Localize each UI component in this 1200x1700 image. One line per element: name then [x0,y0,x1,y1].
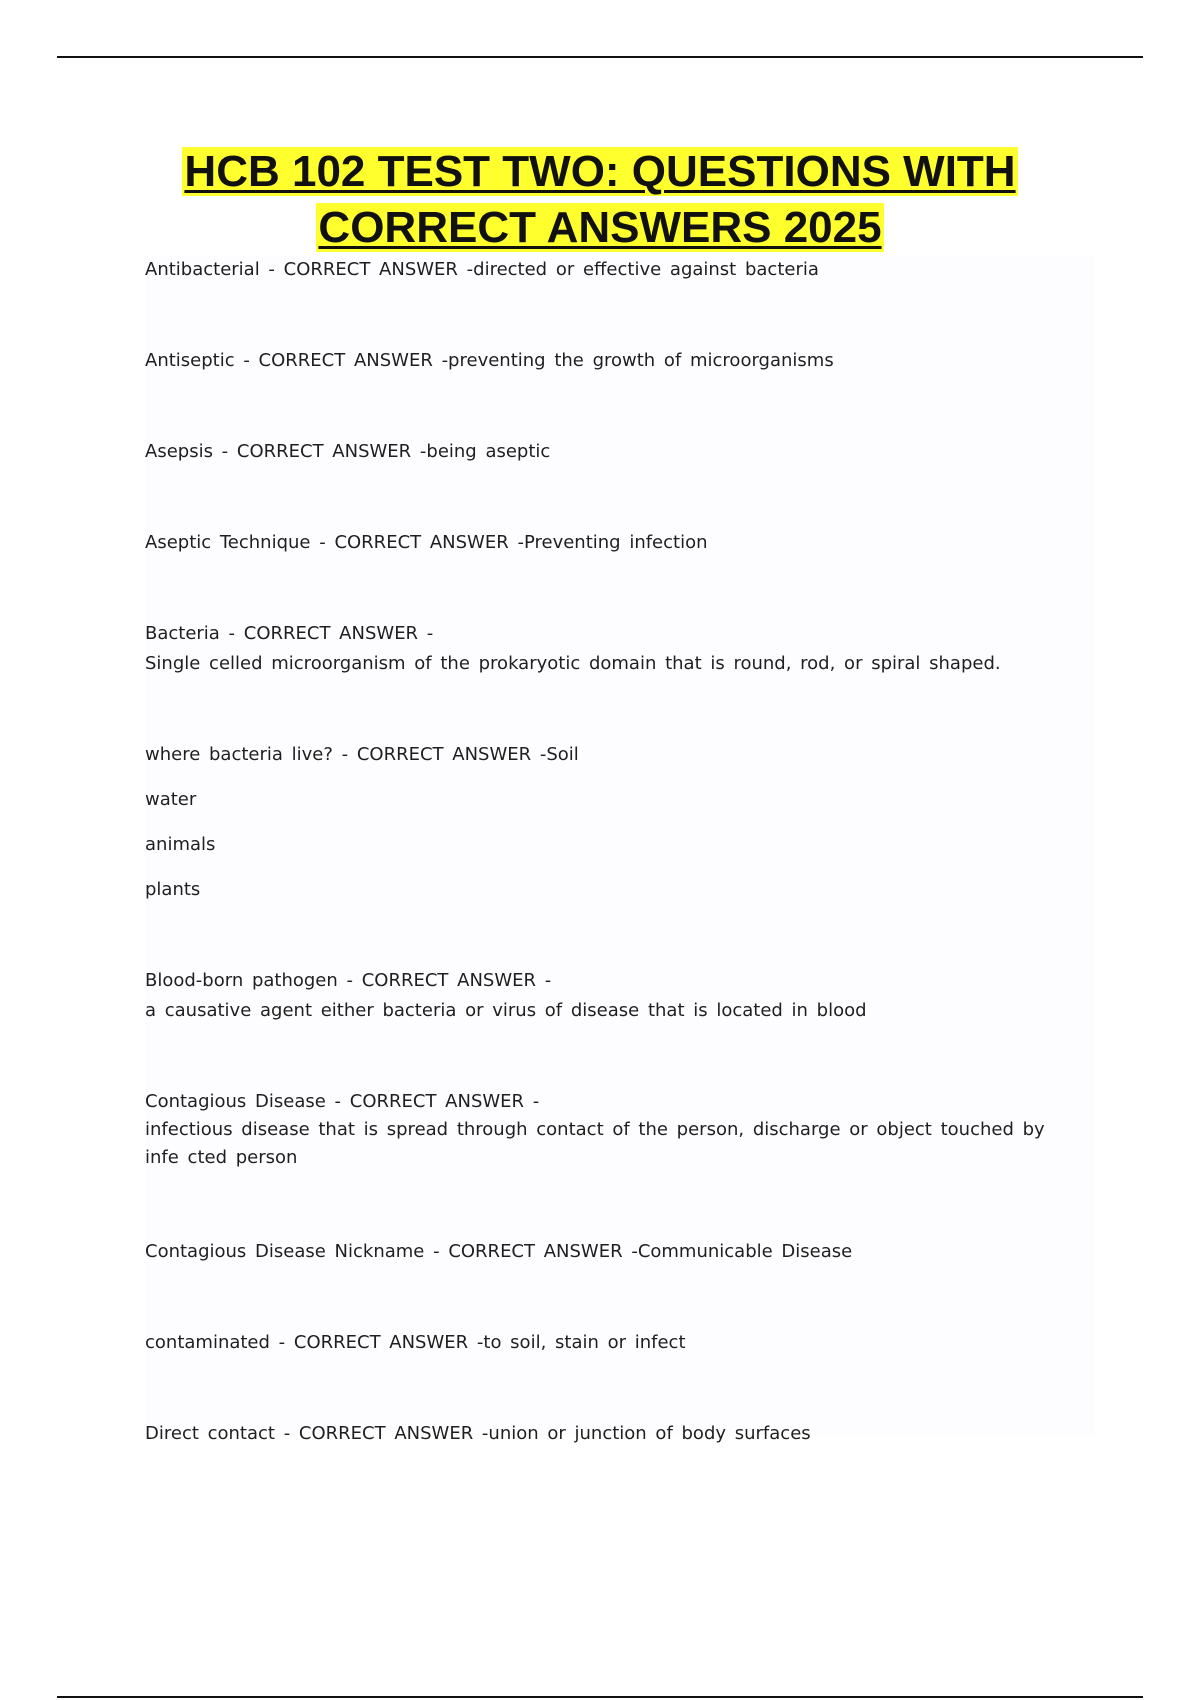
qa-contagious-disease-nickname: Contagious Disease Nickname - CORRECT ANSWER -Communicable Disease [145,1241,853,1262]
qa-contaminated: contaminated - CORRECT ANSWER -to soil, stain or infect [145,1332,686,1353]
qa-bacteria-live-plants: plants [145,879,201,900]
qa-bacteria-live-water: water [145,789,197,810]
qa-antiseptic: Antiseptic - CORRECT ANSWER -preventing the growth of microorganisms [145,350,834,371]
qa-blood-born-pathogen-answer: a causative agent either bacteria or virus of disease that is located in blood [145,1000,867,1021]
qa-aseptic-technique: Aseptic Technique - CORRECT ANSWER -Preventing infection [145,532,708,553]
title-line-2: CORRECT ANSWERS 2025 [318,203,882,252]
top-rule [57,56,1143,58]
qa-blood-born-pathogen: Blood-born pathogen - CORRECT ANSWER - [145,970,552,991]
qa-antibacterial: Antibacterial - CORRECT ANSWER -directed or effective against bacteria [145,259,819,280]
qa-asepsis: Asepsis - CORRECT ANSWER -being aseptic [145,441,551,462]
qa-direct-contact: Direct contact - CORRECT ANSWER -union or junction of body surfaces [145,1423,811,1444]
qa-bacteria-live-animals: animals [145,834,216,855]
qa-list [145,256,1095,1444]
qa-bacteria: Bacteria - CORRECT ANSWER - [145,623,434,644]
qa-where-bacteria-live: where bacteria live? - CORRECT ANSWER -Soil [145,744,579,765]
qa-contagious-disease-answer: infectious disease that is spread through contact of the person, discharge or object touched by infe cted person [145,1119,1045,1168]
title-line-1: HCB 102 TEST TWO: QUESTIONS WITH [184,147,1016,196]
qa-contagious-disease: Contagious Disease - CORRECT ANSWER - [145,1091,540,1112]
page-title [60,144,1140,256]
bottom-rule [57,1696,1143,1698]
qa-bacteria-answer: Single celled microorganism of the prokaryotic domain that is round, rod, or spiral shaped. [145,653,1001,674]
